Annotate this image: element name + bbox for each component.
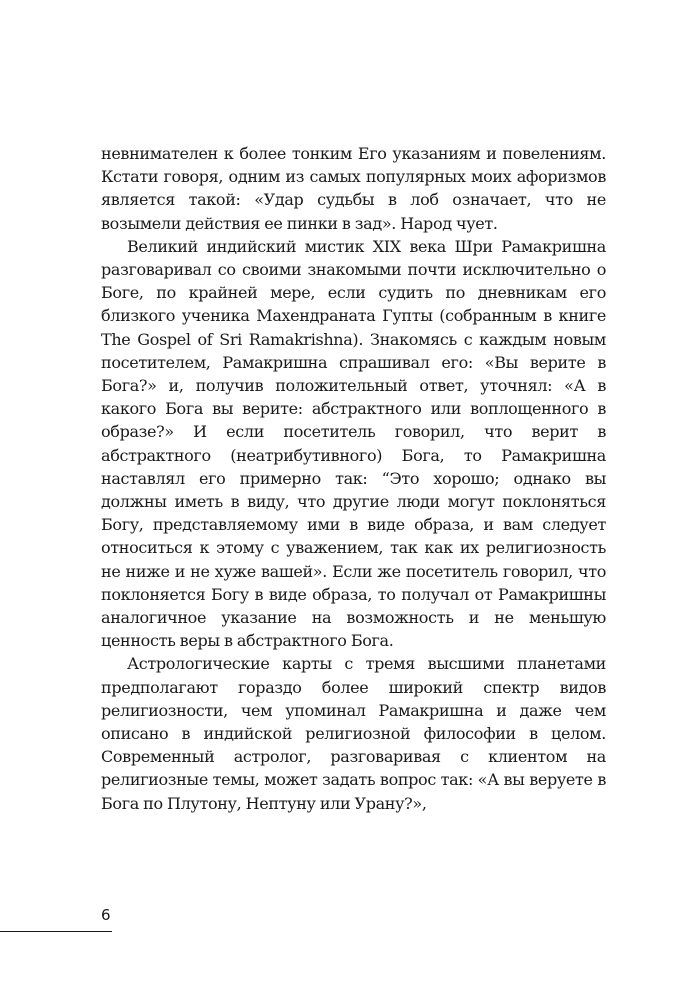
- page-number: 6: [101, 906, 111, 924]
- page-body: [101, 142, 606, 815]
- paragraph-2: Великий индийский мистик XIX века Шри Рамакришна разговаривал со своими знакомыми почти исключительно о Боге, по крайней мере, если судить по дневникам его близкого ученика Махендраната Гупты (собранным в книге The Gospel of Sri Ramakrishna). Знакомясь с каждым новым посетителем, Рамакришна спрашивал его: «Вы верите в Бога?» и, получив положительный ответ, уточнял: «А в какого Бога вы верите: абстрактного или воплощенного в образе?» И если посетитель говорил, что верит в абстрактного (неатрибутивного) Бога, то Рамакришна наставлял его примерно так: “Это хорошо; однако вы должны иметь в виду, что другие люди могут поклоняться Богу, представляемому ими в виде образа, и вам следует относиться к этому с уважением, так как их религиозность не ниже и не хуже вашей». Если же посетитель говорил, что поклоняется Богу в виде образа, то получал от Рамакришны аналогичное указание на возможность и не меньшую ценность веры в абстрактного Бога.: [101, 236, 606, 651]
- footer-rule: [0, 931, 112, 932]
- paragraph-1: невнимателен к более тонким Его указаниям и повелениям. Кстати говоря, одним из самых популярных моих афоризмов является такой: «Удар судьбы в лоб означает, что не возымели действия ее пинки в зад». Народ чует.: [101, 144, 606, 233]
- paragraph-3: Астрологические карты с тремя высшими планетами предполагают гораздо более широкий спектр видов религиозности, чем упоминал Рамакришна и даже чем описано в индийской религиозной философии в целом. Современный астролог, разговаривая с клиентом на религиозные темы, может задать вопрос так: «А вы веруете в Бога по Плутону, Нептуну или Урану?»,: [101, 654, 606, 813]
